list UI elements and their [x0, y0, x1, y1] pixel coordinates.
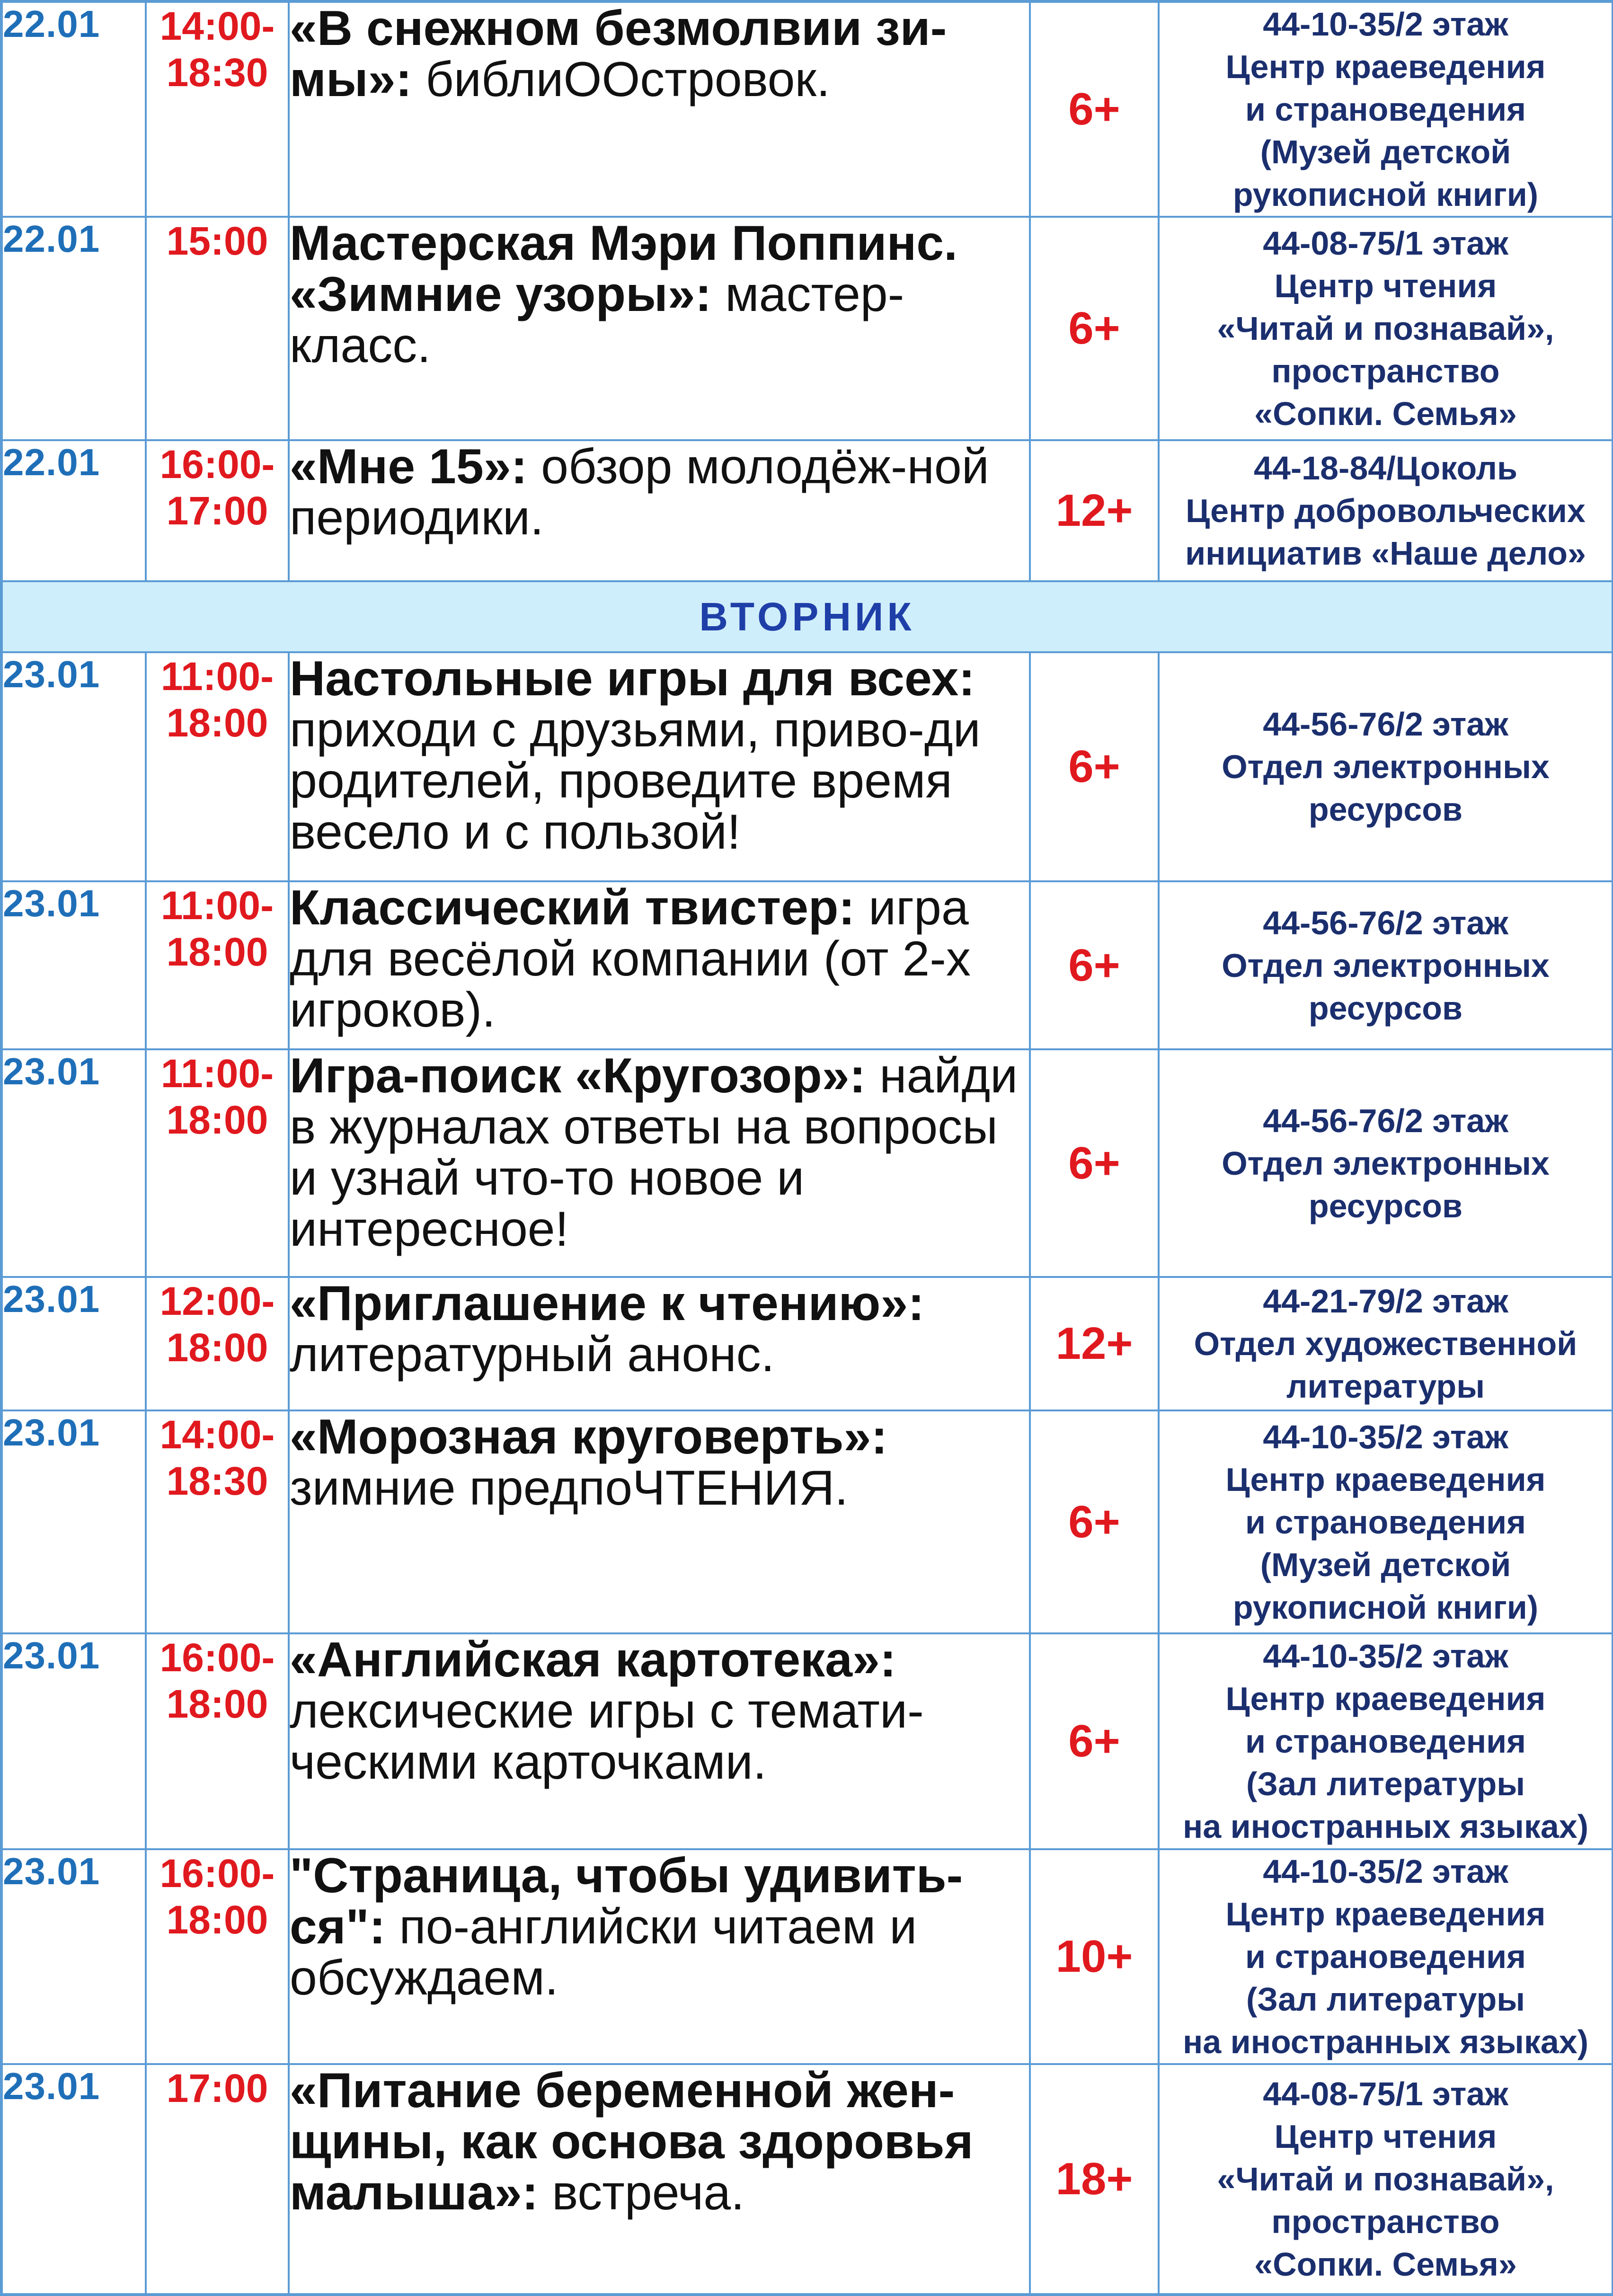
event-time-line: 11:00- — [160, 883, 274, 928]
event-location-line: инициатив «Наше дело» — [1185, 535, 1586, 572]
event-date: 23.01 — [1, 2064, 146, 2295]
event-description — [289, 1410, 1030, 1633]
event-location — [1159, 1410, 1613, 1633]
event-date: 23.01 — [1, 1277, 146, 1410]
event-location-line: и страноведения — [1245, 1503, 1526, 1541]
event-date: 23.01 — [1, 1849, 146, 2064]
event-location — [1159, 2064, 1613, 2295]
event-location-line: пространство — [1271, 353, 1500, 390]
event-desc: зимние предпоЧТЕНИЯ. — [290, 1461, 849, 1516]
event-location-line: «Читай и познавай», — [1217, 310, 1554, 347]
event-location-line: 44-18-84/Цоколь — [1253, 450, 1518, 487]
event-row — [1, 440, 1613, 581]
event-title: Мастерская Мэри Поппинс. — [290, 216, 958, 271]
event-location-line: ресурсов — [1308, 989, 1463, 1027]
event-description — [289, 1849, 1030, 2064]
event-location-line: 44-56-76/2 этаж — [1263, 904, 1508, 941]
event-row — [1, 652, 1613, 881]
event-time-line: 14:00- — [160, 1412, 275, 1457]
weekday-header-row — [1, 581, 1613, 652]
event-location-line: (Музей детской — [1260, 133, 1511, 170]
event-location-line: ресурсов — [1308, 1187, 1463, 1224]
event-location-line: и страноведения — [1245, 91, 1526, 128]
event-location-line: 44-21-79/2 этаж — [1263, 1283, 1508, 1320]
event-title: «Зимние узоры»: — [290, 267, 712, 322]
event-location-line: Отдел электронных — [1222, 1144, 1550, 1182]
event-location-line: 44-10-35/2 этаж — [1263, 6, 1508, 43]
event-time-line: 18:30 — [166, 50, 268, 95]
event-time-line: 18:00 — [166, 1098, 268, 1142]
event-row — [1, 2064, 1613, 2295]
event-title: «Приглашение к чтению»: — [290, 1276, 924, 1331]
event-location — [1159, 1633, 1613, 1849]
event-desc: встреча. — [538, 2165, 745, 2220]
event-date: 22.01 — [1, 440, 146, 581]
event-description — [289, 2064, 1030, 2295]
event-date: 23.01 — [1, 1633, 146, 1849]
event-age-rating: 12+ — [1030, 1277, 1159, 1410]
event-location-line: на иностранных языках) — [1182, 2023, 1589, 2060]
event-age-rating: 6+ — [1030, 1049, 1159, 1277]
event-time — [146, 1849, 289, 2064]
event-desc: обзор молодёж-ной периодики. — [290, 439, 989, 545]
event-title: «Английская картотека»: — [290, 1632, 896, 1687]
event-location-line: Центр краеведения — [1225, 1461, 1546, 1498]
event-desc: библиООстровок. — [412, 52, 830, 107]
event-date: 23.01 — [1, 1410, 146, 1633]
event-location-line: 44-56-76/2 этаж — [1263, 706, 1508, 743]
event-title: «Морозная круговерть»: — [290, 1410, 888, 1464]
event-location — [1159, 440, 1613, 581]
event-time-line: 11:00- — [160, 654, 274, 699]
event-title: Настольные игры для всех: — [290, 651, 975, 706]
event-description — [289, 440, 1030, 581]
event-time-line: 16:00- — [160, 442, 275, 487]
event-age-rating: 12+ — [1030, 440, 1159, 581]
event-time-line: 16:00- — [160, 1851, 275, 1896]
event-age-rating: 10+ — [1030, 1849, 1159, 2064]
event-location-line: (Зал литературы — [1246, 1765, 1525, 1802]
event-date: 22.01 — [1, 1, 146, 217]
event-date: 23.01 — [1, 1049, 146, 1277]
event-date: 23.01 — [1, 652, 146, 881]
event-description — [289, 217, 1030, 440]
event-desc: приходи с друзьями, приво-ди родителей, проведите время весело и с пользой! — [290, 702, 981, 860]
event-time — [146, 217, 289, 440]
event-location-line: пространство — [1271, 2203, 1500, 2240]
event-row — [1, 1277, 1613, 1410]
event-location-line: литературы — [1286, 1368, 1485, 1405]
event-location-line: Центр чтения — [1274, 267, 1497, 304]
event-age-rating: 6+ — [1030, 1410, 1159, 1633]
weekday-label: ВТОРНИК — [1, 581, 1613, 652]
event-location-line: рукописной книги) — [1232, 1588, 1539, 1626]
event-time — [146, 652, 289, 881]
event-location-line: и страноведения — [1245, 1938, 1526, 1975]
event-time-line: 14:00- — [160, 4, 275, 48]
event-location — [1159, 1849, 1613, 2064]
event-date: 22.01 — [1, 217, 146, 440]
event-row — [1, 881, 1613, 1049]
event-description — [289, 1049, 1030, 1277]
event-description — [289, 881, 1030, 1049]
weekday-section — [1, 581, 1613, 652]
event-time-line: 15:00 — [166, 219, 268, 263]
event-title: ся": — [290, 1899, 386, 1954]
event-location-line: на иностранных языках) — [1182, 1808, 1589, 1845]
event-title: Игра-поиск «Кругозор»: — [290, 1048, 866, 1103]
event-time-line: 12:00- — [160, 1279, 275, 1323]
event-title: «В снежном безмолвии зи- — [290, 1, 947, 56]
event-location — [1159, 652, 1613, 881]
event-title: "Страница, чтобы удивить- — [290, 1848, 963, 1903]
event-age-rating: 6+ — [1030, 1, 1159, 217]
event-time — [146, 2064, 289, 2295]
event-location-line: Центр чтения — [1274, 2118, 1497, 2155]
event-date: 23.01 — [1, 881, 146, 1049]
event-time-line: 11:00- — [160, 1051, 274, 1096]
event-location-line: и страноведения — [1245, 1723, 1526, 1760]
event-title: «Мне 15»: — [290, 439, 528, 494]
event-location-line: «Читай и познавай», — [1217, 2161, 1554, 2198]
event-row — [1, 217, 1613, 440]
event-time-line: 18:00 — [166, 1682, 268, 1726]
event-age-rating: 6+ — [1030, 881, 1159, 1049]
event-location — [1159, 1, 1613, 217]
event-desc: мастер-класс. — [290, 267, 904, 373]
event-location-line: 44-10-35/2 этаж — [1263, 1853, 1508, 1890]
event-location-line: рукописной книги) — [1232, 176, 1539, 213]
events-monday — [1, 1, 1613, 581]
event-location — [1159, 881, 1613, 1049]
event-description — [289, 1633, 1030, 1849]
event-age-rating: 18+ — [1030, 2064, 1159, 2295]
event-time — [146, 1049, 289, 1277]
event-time — [146, 440, 289, 581]
event-location-line: «Сопки. Семья» — [1254, 2246, 1517, 2283]
event-time-line: 18:00 — [166, 1325, 268, 1370]
event-location-line: Центр краеведения — [1225, 48, 1546, 85]
event-location-line: 44-10-35/2 этаж — [1263, 1638, 1508, 1675]
event-location-line: Отдел художественной — [1194, 1325, 1578, 1362]
event-location-line: Центр краеведения — [1225, 1680, 1546, 1717]
event-desc: литературный анонс. — [290, 1327, 775, 1382]
event-row — [1, 1, 1613, 217]
event-location-line: 44-10-35/2 этаж — [1263, 1418, 1508, 1455]
event-location-line: Отдел электронных — [1222, 748, 1550, 785]
event-location — [1159, 1049, 1613, 1277]
event-row — [1, 1410, 1613, 1633]
event-desc: лексические игры с темати-ческими карточками. — [290, 1684, 924, 1790]
event-location-line: ресурсов — [1308, 791, 1463, 828]
event-description — [289, 652, 1030, 881]
event-time-line: 18:00 — [166, 700, 268, 745]
event-description — [289, 1277, 1030, 1410]
event-location — [1159, 1277, 1613, 1410]
event-title: «Питание беременной жен- — [290, 2063, 955, 2118]
event-time-line: 17:00 — [166, 488, 268, 533]
event-row — [1, 1049, 1613, 1277]
event-location-line: Отдел электронных — [1222, 947, 1550, 984]
event-age-rating: 6+ — [1030, 652, 1159, 881]
events-tuesday — [1, 652, 1613, 2295]
event-location-line: 44-08-75/1 этаж — [1263, 225, 1508, 262]
event-time-line: 16:00- — [160, 1635, 275, 1680]
event-title: мы»: — [290, 52, 412, 107]
event-time — [146, 1, 289, 217]
event-time-line: 18:30 — [166, 1459, 268, 1503]
event-time-line: 18:00 — [166, 930, 268, 974]
event-desc: найди в журналах ответы на вопросы и узнай что-то новое и интересное! — [290, 1048, 1018, 1257]
event-time — [146, 881, 289, 1049]
event-age-rating: 6+ — [1030, 1633, 1159, 1849]
event-location-line: Центр краеведения — [1225, 1896, 1546, 1933]
event-time — [146, 1633, 289, 1849]
event-location-line: 44-08-75/1 этаж — [1263, 2075, 1508, 2112]
event-description — [289, 1, 1030, 217]
event-age-rating: 6+ — [1030, 217, 1159, 440]
event-time — [146, 1277, 289, 1410]
event-row — [1, 1633, 1613, 1849]
event-time-line: 18:00 — [166, 1897, 268, 1942]
event-title: щины, как основа здоровья — [290, 2114, 974, 2169]
event-location-line: «Сопки. Семья» — [1254, 395, 1517, 432]
event-location — [1159, 217, 1613, 440]
event-location-line: 44-56-76/2 этаж — [1263, 1102, 1508, 1139]
event-time — [146, 1410, 289, 1633]
event-time-line: 17:00 — [166, 2066, 268, 2110]
event-row — [1, 1849, 1613, 2064]
event-desc: по-английски читаем и обсуждаем. — [290, 1899, 917, 2005]
event-desc: игра для весёлой компании (от 2-х игроков). — [290, 880, 971, 1037]
event-location-line: Центр добровольческих — [1186, 492, 1586, 529]
event-location-line: (Музей детской — [1260, 1546, 1511, 1583]
event-location-line: (Зал литературы — [1246, 1981, 1525, 2018]
event-title: малыша»: — [290, 2165, 539, 2220]
event-title: Классический твистер: — [290, 880, 855, 935]
